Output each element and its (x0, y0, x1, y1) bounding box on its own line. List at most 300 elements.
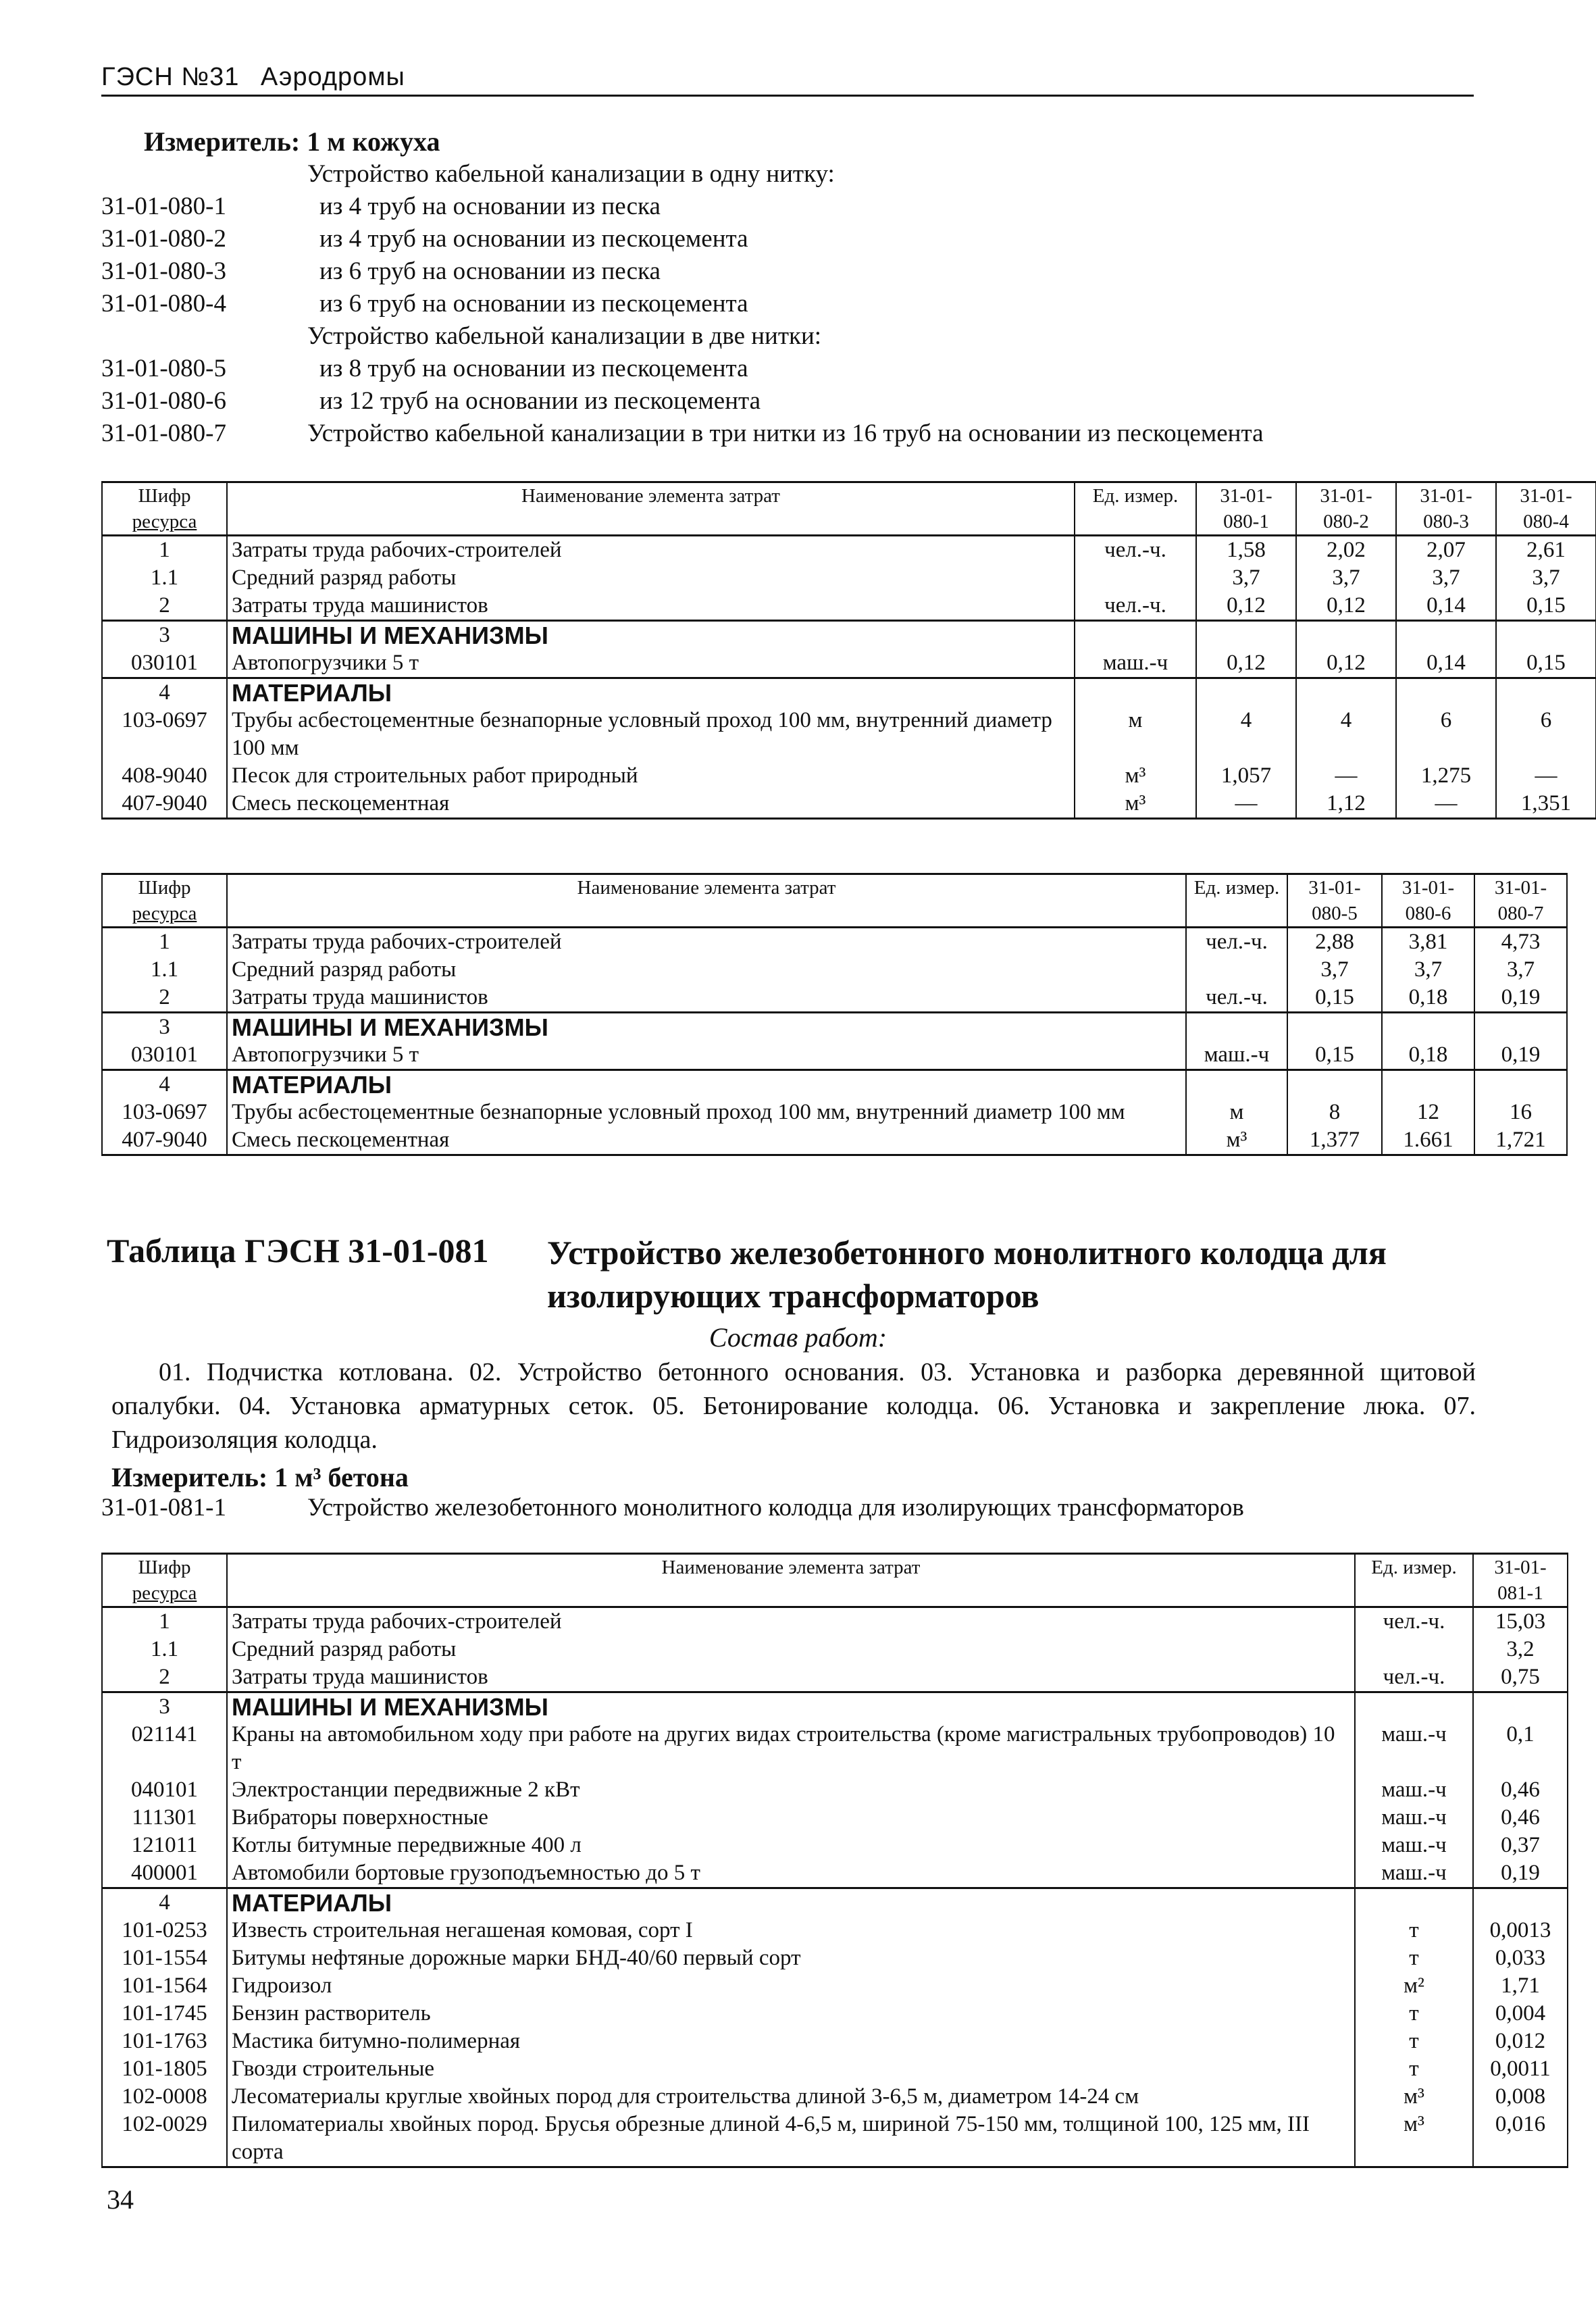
norm-value: 3,81 (1382, 928, 1474, 957)
norm-value (1287, 1070, 1382, 1099)
header-cipher-text: Шифр (138, 485, 191, 507)
resource-code: 408-9040 (102, 762, 227, 790)
table-row (102, 707, 1596, 762)
resource-name: Бензин растворитель (227, 2000, 1355, 2028)
header-cipher (102, 874, 227, 928)
item-code (101, 158, 307, 191)
header-name-text: Наименование элемента затрат (661, 1557, 921, 1578)
table-row (102, 1804, 1568, 1832)
norm-code-part: 080-2 (1323, 511, 1369, 532)
table-row (102, 2000, 1568, 2028)
list-item (101, 320, 1486, 353)
item-text: Устройство кабельной канализации в две нитки: (307, 322, 822, 350)
resource-unit: чел.-ч. (1186, 928, 1287, 957)
resource-code: 111301 (102, 1804, 227, 1832)
resource-name: МАТЕРИАЛЫ (227, 1888, 1355, 1917)
item-text: из 12 труб на основании из пескоцемента (319, 387, 761, 415)
resource-code: 121011 (102, 1832, 227, 1859)
item-text: из 8 труб на основании из пескоцемента (319, 355, 748, 382)
header-norm-code (1474, 874, 1567, 928)
header-norm-code (1296, 482, 1396, 536)
table-row (102, 649, 1596, 678)
norm-value: 15,03 (1473, 1607, 1568, 1636)
norm-code-part: 080-3 (1423, 511, 1469, 532)
norm-code-part: 31-01- (1494, 1557, 1547, 1578)
norm-value (1473, 1888, 1568, 1917)
resource-code: 102-0029 (102, 2111, 227, 2167)
header-name (227, 1554, 1355, 1607)
table-row (102, 1972, 1568, 2000)
header-cipher-text: Шифр (138, 1557, 191, 1578)
header-cipher-text: Шифр (138, 877, 191, 899)
header-name (227, 874, 1186, 928)
header-unit-text: Ед. измер. (1193, 877, 1280, 899)
measure-unit-1: Измеритель: 1 м кожуха (144, 126, 440, 157)
resource-code: 021141 (102, 1721, 227, 1776)
resource-unit (1075, 621, 1196, 650)
resource-table-081-1 (101, 1553, 1568, 2168)
resource-name: Трубы асбестоцементные безнапорные условный проход 100 мм, внутренний диаметр 100 мм (227, 1099, 1186, 1126)
header-collection: ГЭСН №31 (101, 63, 240, 91)
measure-unit-2-text: Измеритель: 1 м³ бетона (111, 1462, 409, 1492)
measure-unit-2 (111, 1461, 409, 1493)
norm-value (1296, 678, 1396, 707)
norm-code-part: 081-1 (1497, 1582, 1543, 1604)
resource-name: Смесь пескоцементная (227, 1126, 1186, 1155)
norm-value: 1.661 (1382, 1126, 1474, 1155)
resource-unit: м³ (1355, 2111, 1473, 2167)
resource-code: 1.1 (102, 564, 227, 592)
resource-name: Средний разряд работы (227, 956, 1186, 984)
resource-unit (1355, 1888, 1473, 1917)
table-row (102, 2055, 1568, 2083)
resource-code: 1.1 (102, 956, 227, 984)
norm-value: 0,19 (1474, 984, 1567, 1013)
list-item (101, 418, 1486, 450)
norm-value: 0,75 (1473, 1663, 1568, 1692)
section-row (102, 621, 1596, 650)
resource-unit: т (1355, 2055, 1473, 2083)
resource-name: Затраты труда машинистов (227, 984, 1186, 1013)
resource-name: Затраты труда рабочих-строителей (227, 536, 1075, 565)
resource-unit: м³ (1075, 790, 1196, 819)
norm-value: 3,7 (1474, 956, 1567, 984)
section-row (102, 1888, 1568, 1917)
item-code (101, 320, 307, 353)
section-row (102, 678, 1596, 707)
table-row (102, 928, 1567, 957)
resource-code: 102-0008 (102, 2083, 227, 2111)
resource-code: 3 (102, 1692, 227, 1721)
resource-code: 101-0253 (102, 1917, 227, 1944)
norm-value: 2,07 (1396, 536, 1496, 565)
norm-value: 0,008 (1473, 2083, 1568, 2111)
resource-unit: маш.-ч (1355, 1776, 1473, 1804)
table-row (102, 1859, 1568, 1888)
norm-value (1396, 621, 1496, 650)
resource-code: 2 (102, 592, 227, 621)
norm-value: — (1196, 790, 1296, 819)
norm-value: — (1396, 790, 1496, 819)
resource-code: 407-9040 (102, 1126, 227, 1155)
resource-unit: маш.-ч (1355, 1859, 1473, 1888)
norm-code-part: 31-01- (1308, 877, 1361, 899)
list-item (101, 288, 1486, 320)
norm-value (1382, 1013, 1474, 1042)
norm-value: 1,057 (1196, 762, 1296, 790)
list-item (101, 255, 1486, 288)
norm-value: 0,004 (1473, 2000, 1568, 2028)
norm-code-part: 080-4 (1523, 511, 1569, 532)
norm-value: — (1496, 762, 1596, 790)
resource-code: 1 (102, 1607, 227, 1636)
resource-name: Песок для строительных работ природный (227, 762, 1075, 790)
norm-value (1473, 1692, 1568, 1721)
works-composition: 01. Подчистка котлована. 02. Устройство бетонного основания. 03. Установка и разборка деревянной щитовой опалубки. 04. Установка арматурных сеток. 05. Бетонирование колодца. 06. Установка и закрепление люка. 07. Гидроизоляция колодца. (111, 1358, 1476, 1454)
table-row (102, 1126, 1567, 1155)
norm-value: 0,15 (1287, 984, 1382, 1013)
resource-name: Известь строительная негашеная комовая, сорт I (227, 1917, 1355, 1944)
table-row (102, 762, 1596, 790)
list-item (101, 191, 1486, 223)
norm-value: 0,12 (1196, 649, 1296, 678)
resource-name: Мастика битумно-полимерная (227, 2028, 1355, 2055)
item-code: 31-01-080-6 (101, 387, 226, 415)
table-row (102, 2083, 1568, 2111)
resource-unit: м³ (1075, 762, 1196, 790)
header-norm-code (1196, 482, 1296, 536)
norm-value: 0,0013 (1473, 1917, 1568, 1944)
item-text: из 6 труб на основании из песка (319, 257, 661, 285)
item-code: 31-01-080-5 (101, 355, 226, 382)
header-unit (1355, 1554, 1473, 1607)
resource-code: 1.1 (102, 1636, 227, 1663)
table-header-row (102, 1554, 1568, 1607)
header-norm-code (1473, 1554, 1568, 1607)
norm-code-part: 080-6 (1405, 903, 1451, 924)
resource-code: 040101 (102, 1776, 227, 1804)
resource-name: Лесоматериалы круглые хвойных пород для строительства длиной 3-6,5 м, диаметром 14-24 см (227, 2083, 1355, 2111)
header-resource-text: ресурса (132, 511, 197, 532)
resource-name: Затраты труда рабочих-строителей (227, 1607, 1355, 1636)
list-item (101, 385, 1486, 418)
table-row (102, 1776, 1568, 1804)
resource-code: 1 (102, 536, 227, 565)
resource-unit: т (1355, 2028, 1473, 2055)
norm-value: 0,18 (1382, 984, 1474, 1013)
list-item (101, 1492, 1486, 1524)
norm-value: 0,14 (1396, 592, 1496, 621)
item-text: Устройство железобетонного монолитного колодца для изолирующих трансформаторов (307, 1494, 1244, 1521)
composition-label: Состав работ: (709, 1322, 887, 1353)
resource-name: Затраты труда машинистов (227, 1663, 1355, 1692)
item-list-081 (101, 1492, 1486, 1524)
norm-code-part: 31-01- (1320, 485, 1372, 507)
norm-code-part: 31-01- (1494, 877, 1547, 899)
header-resource-text: ресурса (132, 1582, 197, 1604)
norm-code-part: 31-01- (1220, 485, 1272, 507)
resource-name: МАТЕРИАЛЫ (227, 1070, 1186, 1099)
resource-unit: чел.-ч. (1075, 536, 1196, 565)
table-row (102, 1636, 1568, 1663)
norm-value: 0,15 (1496, 649, 1596, 678)
resource-name: Смесь пескоцементная (227, 790, 1075, 819)
section-row (102, 1070, 1567, 1099)
norm-code-part: 080-1 (1223, 511, 1269, 532)
table-row (102, 2111, 1568, 2167)
item-text: Устройство кабельной канализации в три нитки из 16 труб на основании из пескоцемента (307, 420, 1264, 447)
norm-value: 0,016 (1473, 2111, 1568, 2167)
resource-name: Средний разряд работы (227, 1636, 1355, 1663)
resource-unit (1186, 1013, 1287, 1042)
resource-code: 3 (102, 1013, 227, 1042)
item-text: из 4 труб на основании из песка (319, 193, 661, 220)
resource-unit: м (1186, 1099, 1287, 1126)
resource-table-080-1-4 (101, 481, 1596, 820)
norm-value: 12 (1382, 1099, 1474, 1126)
resource-table-080-5-7 (101, 873, 1568, 1156)
resource-name: Затраты труда рабочих-строителей (227, 928, 1186, 957)
resource-unit: маш.-ч (1355, 1832, 1473, 1859)
norm-value: 0,46 (1473, 1776, 1568, 1804)
norm-value: 2,61 (1496, 536, 1596, 565)
norm-value: 6 (1396, 707, 1496, 762)
resource-code: 4 (102, 1888, 227, 1917)
resource-unit (1355, 1692, 1473, 1721)
resource-unit: м³ (1355, 2083, 1473, 2111)
resource-name: МАШИНЫ И МЕХАНИЗМЫ (227, 1013, 1186, 1042)
table-row (102, 984, 1567, 1013)
resource-name: МАШИНЫ И МЕХАНИЗМЫ (227, 621, 1075, 650)
norm-value (1474, 1070, 1567, 1099)
resource-name: Битумы нефтяные дорожные марки БНД-40/60 первый сорт (227, 1944, 1355, 1972)
resource-code: 101-1564 (102, 1972, 227, 2000)
list-item (101, 223, 1486, 255)
norm-value (1396, 678, 1496, 707)
norm-value: 4 (1196, 707, 1296, 762)
resource-name: Пиломатериалы хвойных пород. Брусья обрезные длиной 4-6,5 м, шириной 75-150 мм, толщиной 100, 125 мм, III сорта (227, 2111, 1355, 2167)
resource-code: 400001 (102, 1859, 227, 1888)
resource-name: Автопогрузчики 5 т (227, 649, 1075, 678)
norm-value: 0,15 (1287, 1041, 1382, 1070)
table-row (102, 956, 1567, 984)
resource-unit: чел.-ч. (1186, 984, 1287, 1013)
resource-name: Котлы битумные передвижные 400 л (227, 1832, 1355, 1859)
resource-unit (1075, 564, 1196, 592)
item-code: 31-01-081-1 (101, 1494, 226, 1521)
norm-code-part: 080-5 (1312, 903, 1358, 924)
norm-value: 0,19 (1474, 1041, 1567, 1070)
header-norm-code (1382, 874, 1474, 928)
item-code: 31-01-080-3 (101, 257, 226, 285)
running-header (101, 62, 1474, 97)
resource-name: Автомобили бортовые грузоподъемностью до 5 т (227, 1859, 1355, 1888)
resource-name: Гидроизол (227, 1972, 1355, 2000)
resource-code: 103-0697 (102, 707, 227, 762)
resource-unit: маш.-ч (1355, 1804, 1473, 1832)
norm-value: 0,12 (1196, 592, 1296, 621)
norm-value (1296, 621, 1396, 650)
page-number: 34 (107, 2184, 134, 2215)
table-row (102, 1607, 1568, 1636)
table-row (102, 1099, 1567, 1126)
norm-value: 3,7 (1396, 564, 1496, 592)
resource-code: 1 (102, 928, 227, 957)
resource-code: 103-0697 (102, 1099, 227, 1126)
resource-name: Затраты труда машинистов (227, 592, 1075, 621)
norm-value (1496, 678, 1596, 707)
header-name (227, 482, 1075, 536)
table-label: Таблица ГЭСН 31-01-081 (107, 1232, 489, 1269)
norm-value: 0,1 (1473, 1721, 1568, 1776)
section-row (102, 1013, 1567, 1042)
resource-code: 101-1763 (102, 2028, 227, 2055)
norm-value: 1,275 (1396, 762, 1496, 790)
header-name-text: Наименование элемента затрат (521, 485, 780, 507)
table-row (102, 564, 1596, 592)
norm-code-part: 080-7 (1497, 903, 1544, 924)
table-title: Устройство железобетонного монолитного колодца для изолирующих трансформаторов (547, 1234, 1387, 1315)
norm-value: 16 (1474, 1099, 1567, 1126)
norm-value (1196, 678, 1296, 707)
resource-name: Автопогрузчики 5 т (227, 1041, 1186, 1070)
norm-value: 3,7 (1382, 956, 1474, 984)
item-text: из 6 труб на основании из пескоцемента (319, 290, 748, 318)
resource-name: Вибраторы поверхностные (227, 1804, 1355, 1832)
header-norm-code (1496, 482, 1596, 536)
resource-code: 407-9040 (102, 790, 227, 819)
norm-value: 1,12 (1296, 790, 1396, 819)
norm-value: 0,0011 (1473, 2055, 1568, 2083)
table-row (102, 536, 1596, 565)
resource-unit (1186, 1070, 1287, 1099)
item-code: 31-01-080-7 (101, 420, 226, 447)
list-item (101, 158, 1486, 191)
norm-value: 4,73 (1474, 928, 1567, 957)
resource-unit: маш.-ч (1075, 649, 1196, 678)
norm-value (1382, 1070, 1474, 1099)
norm-value: 1,721 (1474, 1126, 1567, 1155)
resource-code: 101-1805 (102, 2055, 227, 2083)
norm-value (1496, 621, 1596, 650)
norm-value: 0,033 (1473, 1944, 1568, 1972)
table-row (102, 1721, 1568, 1776)
resource-unit: чел.-ч. (1355, 1663, 1473, 1692)
resource-code: 2 (102, 984, 227, 1013)
norm-value: 2,02 (1296, 536, 1396, 565)
norm-code-part: 31-01- (1520, 485, 1572, 507)
norm-value: 0,18 (1382, 1041, 1474, 1070)
resource-code: 030101 (102, 649, 227, 678)
norm-value: 0,37 (1473, 1832, 1568, 1859)
resource-name: Краны на автомобильном ходу при работе на других видах строительства (кроме магистральных трубопроводов) 10 т (227, 1721, 1355, 1776)
norm-value: 6 (1496, 707, 1596, 762)
item-code: 31-01-080-2 (101, 225, 226, 253)
resource-unit: т (1355, 1944, 1473, 1972)
resource-unit: м² (1355, 1972, 1473, 2000)
norm-value: 3,2 (1473, 1636, 1568, 1663)
table-row (102, 1917, 1568, 1944)
norm-code-part: 31-01- (1401, 877, 1455, 899)
list-item (101, 353, 1486, 385)
norm-value: 1,351 (1496, 790, 1596, 819)
header-norm-code (1287, 874, 1382, 928)
norm-value: — (1296, 762, 1396, 790)
norm-value: 4 (1296, 707, 1396, 762)
item-list-080 (101, 158, 1486, 450)
resource-unit: маш.-ч (1186, 1041, 1287, 1070)
resource-unit: м³ (1186, 1126, 1287, 1155)
norm-value: 2,88 (1287, 928, 1382, 957)
norm-value: 0,15 (1496, 592, 1596, 621)
table-header-row (102, 874, 1567, 928)
header-section: Аэродромы (260, 63, 405, 91)
header-cipher (102, 1554, 227, 1607)
resource-name: МАШИНЫ И МЕХАНИЗМЫ (227, 1692, 1355, 1721)
header-unit (1186, 874, 1287, 928)
norm-value (1196, 621, 1296, 650)
resource-code: 030101 (102, 1041, 227, 1070)
norm-value: 0,14 (1396, 649, 1496, 678)
resource-code: 4 (102, 1070, 227, 1099)
norm-value: 0,46 (1473, 1804, 1568, 1832)
norm-value: 3,7 (1296, 564, 1396, 592)
header-name-text: Наименование элемента затрат (577, 877, 836, 899)
table-row (102, 790, 1596, 819)
norm-value: 8 (1287, 1099, 1382, 1126)
norm-code-part: 31-01- (1420, 485, 1472, 507)
norm-value: 0,012 (1473, 2028, 1568, 2055)
resource-unit (1355, 1636, 1473, 1663)
resource-code: 2 (102, 1663, 227, 1692)
header-norm-code (1396, 482, 1496, 536)
norm-value: 3,7 (1196, 564, 1296, 592)
header-unit (1075, 482, 1196, 536)
resource-code: 3 (102, 621, 227, 650)
resource-name: Средний разряд работы (227, 564, 1075, 592)
table-row (102, 2028, 1568, 2055)
resource-name: Гвозди строительные (227, 2055, 1355, 2083)
norm-value: 3,7 (1287, 956, 1382, 984)
header-unit-text: Ед. измер. (1092, 485, 1179, 507)
resource-code: 101-1745 (102, 2000, 227, 2028)
resource-unit: т (1355, 1917, 1473, 1944)
resource-name: Трубы асбестоцементные безнапорные условный проход 100 мм, внутренний диаметр 100 мм (227, 707, 1075, 762)
table-row (102, 1041, 1567, 1070)
table-header-row (102, 482, 1596, 536)
resource-name: Электростанции передвижные 2 кВт (227, 1776, 1355, 1804)
norm-value: 3,7 (1496, 564, 1596, 592)
item-code: 31-01-080-4 (101, 290, 226, 318)
resource-unit (1186, 956, 1287, 984)
resource-name: МАТЕРИАЛЫ (227, 678, 1075, 707)
table-row (102, 1832, 1568, 1859)
table-row (102, 592, 1596, 621)
header-resource-text: ресурса (132, 903, 197, 924)
header-cipher (102, 482, 227, 536)
section-row (102, 1692, 1568, 1721)
norm-value: 0,12 (1296, 592, 1396, 621)
resource-unit: чел.-ч. (1355, 1607, 1473, 1636)
resource-unit: т (1355, 2000, 1473, 2028)
resource-unit: маш.-ч (1355, 1721, 1473, 1776)
norm-value: 1,58 (1196, 536, 1296, 565)
resource-code: 101-1554 (102, 1944, 227, 1972)
norm-value: 0,19 (1473, 1859, 1568, 1888)
norm-value: 1,71 (1473, 1972, 1568, 2000)
header-unit-text: Ед. измер. (1371, 1557, 1457, 1578)
table-row (102, 1944, 1568, 1972)
